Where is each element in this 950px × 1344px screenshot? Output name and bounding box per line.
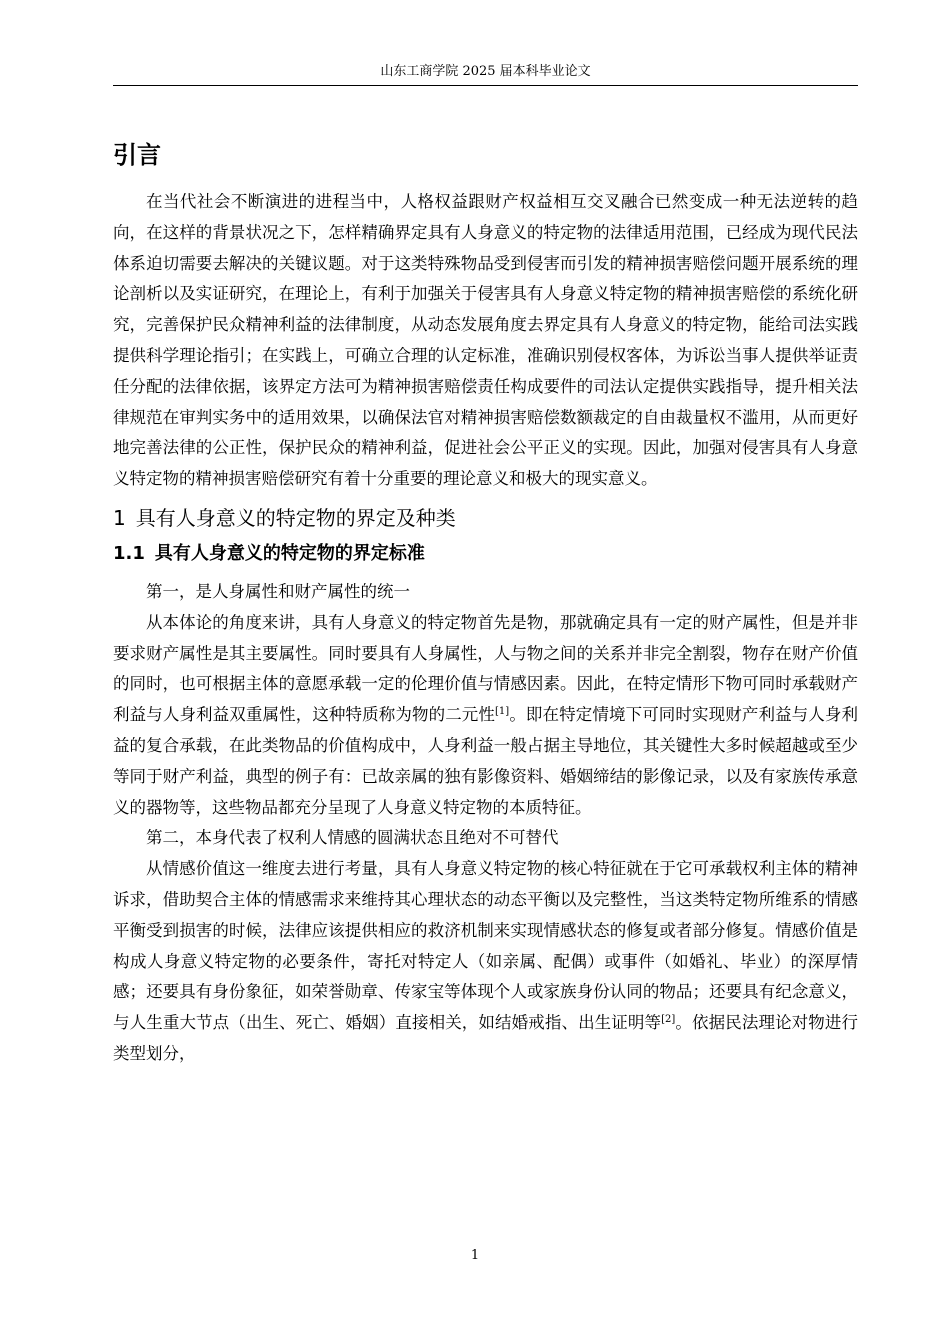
intro-heading: 引言 xyxy=(113,141,161,169)
section-1-1-number: 1.1 xyxy=(113,542,145,564)
point-1-text-b: 。即在特定情境下可同时实现财产利益与人身利益的复合承载，在此类物品的价值构成中，人身利益一般占据主导地位，其关键性大多时候超越或至少等同于财产利益，典型的例子有：已故亲属的独有影像资料、婚姻缔结的影像记录，以及有家族传承意义的器物等，这些物品都充分呈现了人身意义特定物的本质特征。 xyxy=(113,705,859,817)
page-content xyxy=(113,135,858,1070)
running-header: 山东工商学院 2025 届本科毕业论文 xyxy=(113,60,858,86)
section-1-heading xyxy=(113,499,858,537)
citation-1: [1] xyxy=(495,706,510,718)
point-1-title: 第一，是人身属性和财产属性的统一 xyxy=(146,581,410,601)
point-2-text-a: 从情感价值这一维度去进行考量，具有人身意义特定物的核心特征就在于它可承载权利主体的精神诉求，借助契合主体的情感需求来维持其心理状态的动态平衡以及完整性，当这类特定物所维系的情感平衡受到损害的时候，法律应该提供相应的救济机制来实现情感状态的修复或者部分修复。情感价值是构成人身意义特定物的必要条件，寄托对特定人（如亲属、配偶）或事件（如婚礼、毕业）的深厚情感；还要具有身份象征，如荣誉勋章、传家宝等体现个人或家族身份认同的物品；还要具有纪念意义，与人生重大节点（出生、死亡、婚姻）直接相关，如结婚戒指、出生证明等 xyxy=(113,859,858,1033)
section-1-1-heading xyxy=(113,537,858,571)
point-1-text-a: 从本体论的角度来讲，具有人身意义的特定物首先是物，那就确定具有一定的财产属性，但是并非要求财产属性是其主要属性。同时要具有人身属性，人与物之间的关系并非完全割裂，物存在财产价值的同时，也可根据主体的意愿承载一定的伦理价值与情感因素。因此，在特定情形下物可同时承载财产利益与人身利益双重属性，这种特质称为物的二元性 xyxy=(113,612,858,725)
section-1-number: 1 xyxy=(113,505,126,530)
section-1-1-title: 具有人身意义的特定物的界定标准 xyxy=(154,542,425,564)
point-1-paragraph xyxy=(113,608,858,824)
point-2-paragraph xyxy=(113,854,858,1070)
citation-2: [2] xyxy=(661,1014,676,1026)
point-2-title: 第二，本身代表了权利人情感的圆满状态且绝对不可替代 xyxy=(146,828,559,848)
intro-paragraph: 在当代社会不断演进的进程当中，人格权益跟财产权益相互交叉融合已然变成一种无法逆转的趋向，在这样的背景状况之下，怎样精确界定具有人身意义的特定物的法律适用范围，已经成为现代民法体系迫切需要去解决的关键议题。对于这类特殊物品受到侵害而引发的精神损害赔偿问题开展系统的理论剖析以及实证研究，在理论上，有利于加强关于侵害具有人身意义特定物的精神损害赔偿的系统化研究，完善保护民众精神利益的法律制度，从动态发展角度去界定具有人身意义的特定物，能给司法实践提供科学理论指引；在实践上，可确立合理的认定标准，准确识别侵权客体，为诉讼当事人提供举证责任分配的法律依据，该界定方法可为精神损害赔偿责任构成要件的司法认定提供实践指导，提升相关法律规范在审判实务中的适用效果，以确保法官对精神损害赔偿数额裁定的自由裁量权不滥用，从而更好地完善法律的公正性，保护民众的精神利益，促进社会公平正义的实现。因此，加强对侵害具有人身意义特定物的精神损害赔偿研究有着十分重要的理论意义和极大的现实意义。 xyxy=(113,192,858,489)
point-2-text-b: 。依据民法理论对物进行类型划分， xyxy=(113,1013,859,1063)
section-1-title: 具有人身意义的特定物的界定及种类 xyxy=(135,505,456,530)
page-number: 1 xyxy=(470,1248,480,1263)
